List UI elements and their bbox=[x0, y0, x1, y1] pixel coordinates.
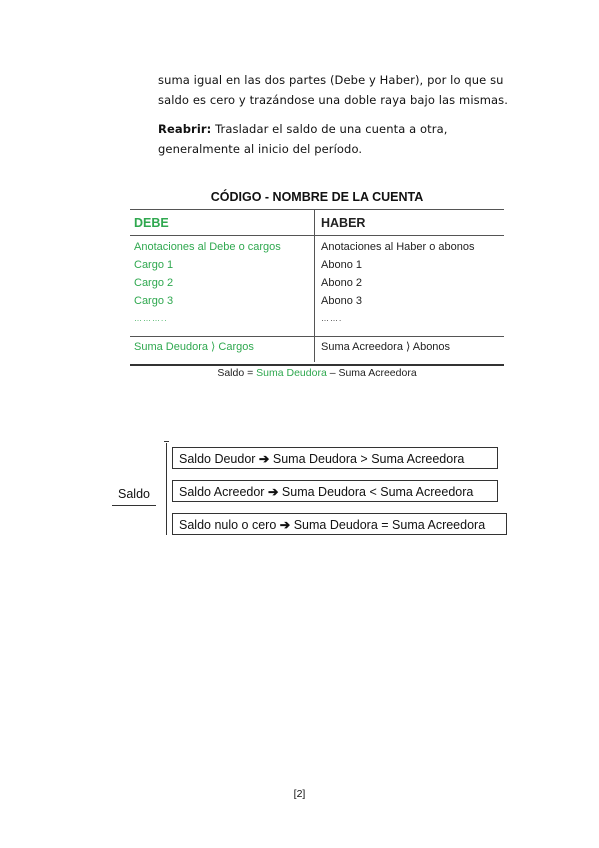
account-title: CÓDIGO - NOMBRE DE LA CUENTA bbox=[210, 190, 424, 204]
total-divider bbox=[130, 336, 504, 337]
haber-row: Abono 3 bbox=[321, 295, 362, 307]
haber-total: Suma Acreedora ⟩ Abonos bbox=[321, 341, 451, 353]
saldo-condition: Suma Deudora > Suma Acreedora bbox=[269, 452, 465, 466]
saldo-deudor-box bbox=[172, 447, 498, 469]
saldo-type: Saldo Acreedor bbox=[179, 485, 268, 499]
saldo-acreedor-box bbox=[172, 480, 498, 502]
saldo-label: Saldo bbox=[112, 483, 156, 506]
saldo-formula bbox=[130, 367, 504, 379]
bracket-tick bbox=[164, 441, 169, 442]
debe-row: Cargo 3 bbox=[134, 295, 174, 307]
debe-header: DEBE bbox=[134, 216, 169, 230]
right-arrow-icon: ➔ bbox=[258, 452, 270, 466]
haber-row: Anotaciones al Haber o abonos bbox=[321, 241, 475, 253]
saldo-condition: Suma Deudora = Suma Acreedora bbox=[290, 518, 486, 532]
header-divider bbox=[130, 235, 504, 236]
debe-total: Suma Deudora ⟩ Cargos bbox=[134, 341, 254, 353]
column-divider bbox=[314, 210, 315, 362]
haber-row: Abono 2 bbox=[321, 277, 362, 289]
saldo-condition: Suma Deudora < Suma Acreedora bbox=[278, 485, 474, 499]
saldo-nulo-box bbox=[172, 513, 507, 535]
right-arrow-icon: ➔ bbox=[267, 485, 279, 499]
saldo-type: Saldo nulo o cero bbox=[179, 518, 280, 532]
bracket-line bbox=[166, 443, 167, 535]
paragraph-reabrir bbox=[158, 119, 518, 159]
paragraph-saldo-cero bbox=[158, 70, 518, 110]
t-account-table bbox=[130, 209, 504, 366]
formula-suffix: – Suma Acreedora bbox=[326, 367, 417, 379]
saldo-type: Saldo Deudor bbox=[179, 452, 259, 466]
paragraph-text: Trasladar el saldo de una cuenta a otra, generalmente al inicio del período. bbox=[158, 122, 448, 156]
debe-row: Anotaciones al Debe o cargos bbox=[134, 241, 281, 253]
term-reabrir: Reabrir: bbox=[158, 122, 212, 136]
right-arrow-icon: ➔ bbox=[279, 518, 291, 532]
debe-row: Cargo 1 bbox=[134, 259, 174, 271]
paragraph-text: suma igual en las dos partes (Debe y Haber), por lo que su saldo es cero y trazándose una doble raya bajo las mismas. bbox=[158, 73, 509, 107]
page-number: [2] bbox=[293, 788, 306, 800]
haber-header: HABER bbox=[321, 216, 366, 230]
formula-prefix: Saldo = bbox=[217, 367, 257, 379]
haber-row: Abono 1 bbox=[321, 259, 362, 271]
formula-suma-deudora: Suma Deudora bbox=[256, 367, 327, 379]
debe-row: ……….. bbox=[134, 314, 168, 323]
haber-row: ……. bbox=[321, 314, 343, 323]
debe-row: Cargo 2 bbox=[134, 277, 174, 289]
